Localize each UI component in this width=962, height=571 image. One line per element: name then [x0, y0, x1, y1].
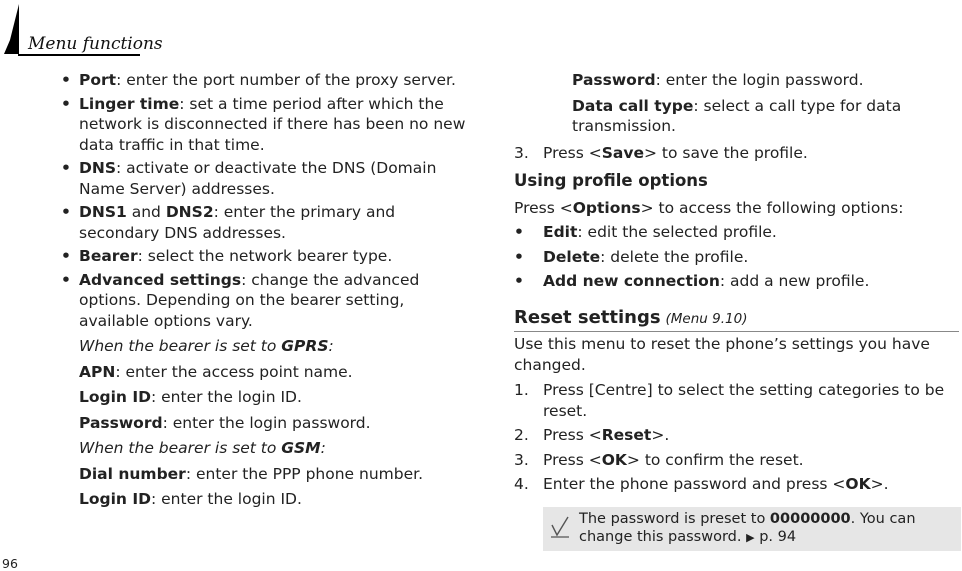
menu-reference: (Menu 9.10) [665, 310, 748, 327]
section-heading-reset-settings [514, 308, 959, 330]
list-item-dns [61, 158, 474, 199]
bearer-name: GSM [281, 439, 321, 457]
term: Port [79, 71, 117, 89]
softkey-label: OK [601, 450, 627, 469]
intro-text: When the bearer is set to [79, 337, 282, 355]
page-ref-arrow-icon: ▶ [746, 530, 755, 544]
bullet-icon: • [61, 203, 71, 221]
softkey-label: Save [601, 143, 644, 162]
bullet-icon: • [61, 159, 71, 177]
bullet-icon: • [514, 247, 524, 266]
description: : enter the access point name. [115, 362, 353, 381]
step-3-save [514, 143, 959, 164]
heading-text: Reset settings [514, 306, 661, 328]
intro-text: > to access the following options: [640, 198, 904, 217]
bullet-icon: • [61, 270, 71, 289]
step-text: Press [Centre] to select the setting categories to be reset. [543, 381, 945, 420]
options-intro [514, 198, 959, 219]
option-data-call-type [514, 96, 959, 137]
list-item-linger [61, 94, 474, 156]
intro-colon: : [320, 439, 326, 457]
term: DNS2 [165, 203, 214, 221]
term: Edit [543, 223, 578, 241]
term: Add new connection [543, 272, 720, 290]
description: : activate or deactivate the DNS (Domain Name Server) addresses. [79, 159, 437, 198]
softkey-label: Options [572, 198, 641, 217]
bullet-icon: • [514, 272, 524, 290]
step-number: 3. [514, 143, 529, 162]
right-column [514, 70, 959, 495]
page-reference[interactable]: p. 94 [759, 528, 797, 545]
step-text: >. [651, 426, 670, 444]
description: : delete the profile. [600, 247, 749, 266]
step-number: 4. [514, 475, 529, 493]
term: Login ID [79, 490, 151, 508]
step-3 [514, 450, 959, 471]
bearer-name: GPRS [281, 337, 329, 355]
option-apn [79, 362, 474, 383]
note-body: . You can change this password. [579, 511, 916, 545]
option-password-gsm [514, 70, 959, 91]
list-item-add-new [514, 271, 959, 292]
note-body: The password is preset to [579, 511, 770, 527]
list-item-dns12 [61, 202, 474, 243]
term: Password [79, 413, 163, 432]
description: : enter the port number of the proxy server. [116, 71, 456, 89]
term: Login ID [79, 388, 151, 406]
bullet-icon: • [61, 94, 71, 113]
header-bar-icon [2, 4, 19, 54]
option-dial-number [79, 464, 474, 485]
term: Data call type [572, 96, 694, 115]
list-item-delete [514, 247, 959, 268]
term: DNS [79, 159, 117, 177]
bullet-icon: • [514, 223, 524, 241]
description: : enter the login ID. [151, 388, 302, 406]
description: : select a call type for data transmission. [572, 96, 902, 135]
list-item-bearer [61, 246, 474, 267]
option-login-id [79, 387, 474, 408]
connector: and [126, 203, 166, 221]
step-4 [514, 474, 959, 495]
page-header-title: Menu functions [28, 34, 163, 54]
default-password: 00000000 [769, 511, 851, 527]
step-text: Enter the phone password and press < [543, 475, 846, 493]
description: : edit the selected profile. [577, 223, 777, 241]
bullet-icon: • [61, 71, 71, 89]
list-item-advanced [61, 270, 474, 332]
step-text: >. [870, 475, 889, 493]
section-heading-profile-options: Using profile options [514, 171, 708, 190]
description: : enter the primary and secondary DNS addresses. [79, 203, 396, 242]
left-column [61, 70, 474, 510]
step-text: > to save the profile. [643, 143, 808, 162]
gsm-intro [79, 438, 474, 459]
step-text: > to confirm the reset. [626, 450, 804, 469]
step-number: 2. [514, 426, 529, 444]
description: : enter the login ID. [151, 490, 302, 508]
description: : select the network bearer type. [137, 247, 393, 265]
option-password [79, 413, 474, 434]
softkey-label: Reset [601, 426, 652, 444]
note-text [579, 511, 954, 546]
intro-text: When the bearer is set to [79, 439, 282, 457]
page-number: 96 [2, 556, 18, 571]
step-text: Press < [543, 426, 602, 444]
note-box [543, 507, 961, 551]
reset-intro: Use this menu to reset the phone’s settings you have changed. [514, 335, 930, 374]
description: : add a new profile. [719, 272, 870, 290]
term: Advanced settings [79, 270, 242, 289]
term: Bearer [79, 247, 138, 265]
intro-text: Press < [514, 198, 573, 217]
note-check-icon [550, 515, 570, 539]
step-text: Press < [543, 450, 602, 469]
list-item-edit [514, 222, 959, 243]
header-rule [18, 54, 140, 56]
section-rule [514, 331, 959, 332]
step-text: Press < [543, 143, 602, 162]
bullet-icon: • [61, 247, 71, 265]
term: Password [572, 71, 656, 89]
step-1 [514, 380, 959, 421]
description: : change the advanced options. Depending on the bearer setting, available options vary. [79, 270, 420, 330]
term: Dial number [79, 464, 186, 483]
step-2 [514, 425, 959, 446]
option-login-id-gsm [79, 489, 474, 510]
description: : enter the PPP phone number. [185, 464, 424, 483]
term: DNS1 [79, 203, 127, 221]
description: : set a time period after which the network is disconnected if there has been no new data traffic in that time. [79, 94, 466, 154]
gprs-intro [79, 336, 474, 357]
softkey-label: OK [845, 475, 871, 493]
list-item-port [61, 70, 474, 91]
description: : enter the login password. [655, 71, 864, 89]
step-number: 1. [514, 381, 529, 399]
term: Linger time [79, 94, 180, 113]
description: : enter the login password. [162, 413, 371, 432]
term: Delete [543, 247, 601, 266]
intro-colon: : [328, 337, 334, 355]
term: APN [79, 362, 116, 381]
step-number: 3. [514, 450, 529, 469]
